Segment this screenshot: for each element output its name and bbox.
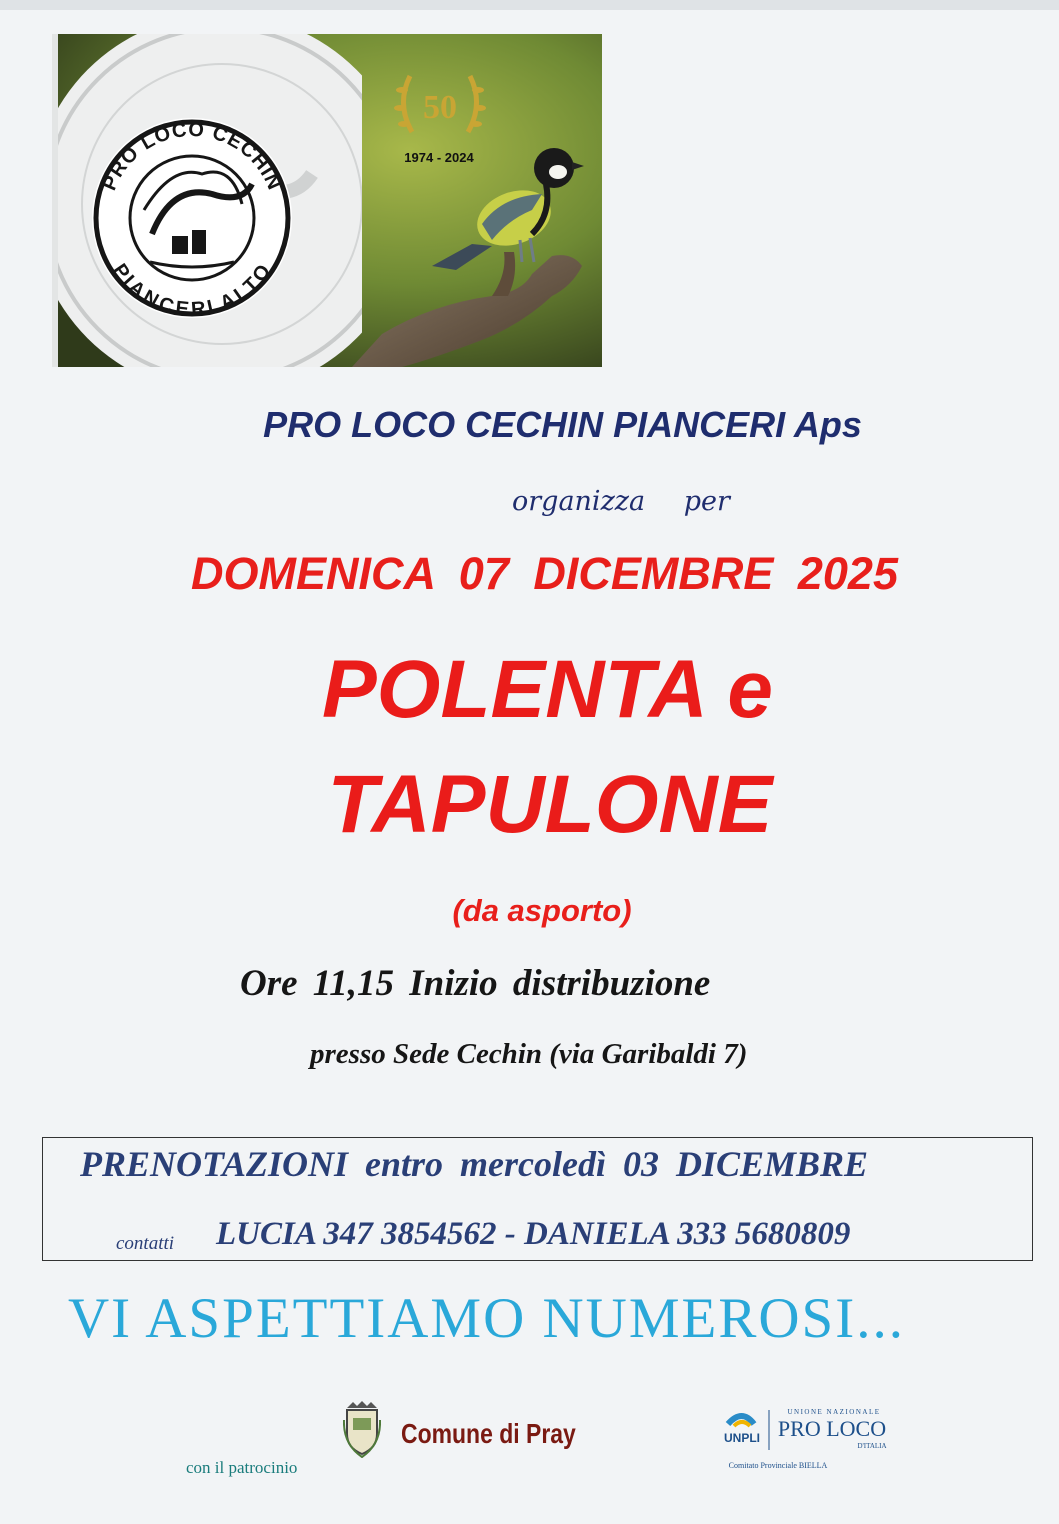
event-venue: presso Sede Cechin (via Garibaldi 7) [310,1038,748,1070]
anniversary-years: 1974 - 2024 [404,150,474,165]
event-hours: Ore 11,15 Inizio distribuzione [240,963,711,1004]
hero-image [52,34,602,367]
proloco-sub: D'ITALIA [857,1442,887,1450]
seal-text-top: PRO LOCO CECHIN [98,118,286,194]
proloco-name: PRO LOCO [777,1416,887,1441]
booking-headline: PRENOTAZIONI entro mercoledì 03 DICEMBRE [80,1144,869,1184]
seal-text-bottom: PIANCERI ALTO [108,259,276,321]
contacts-label: contatti [116,1233,175,1254]
unpli-label: UNPLI [724,1431,760,1445]
organization-name: PRO LOCO CECHIN PIANCERI Aps [263,404,862,445]
event-date: DOMENICA 07 DICEMBRE 2025 [190,548,898,599]
organizes-for: organizza per [512,486,730,517]
unpli-logo [722,1406,897,1472]
top-border [0,0,1059,10]
committee-label: Comitato Provinciale BIELLA [728,1461,828,1470]
municipality-crest-icon [343,1400,381,1458]
seal-logo [92,118,292,321]
event-title-line2: TAPULONE [327,759,773,850]
anniversary-number: 50 [423,89,457,126]
event-subtitle: (da asporto) [452,893,632,928]
municipality-name: Comune di Pray [401,1418,576,1449]
patronage-label: con il patrocinio [186,1458,298,1477]
contacts-value: LUCIA 347 3854562 - DANIELA 333 5680809 [216,1216,851,1252]
event-title-line1: POLENTA e [321,644,774,735]
closing-tagline: VI ASPETTIAMO NUMEROSI... [68,1287,905,1350]
proloco-top: UNIONE NAZIONALE [787,1408,881,1416]
